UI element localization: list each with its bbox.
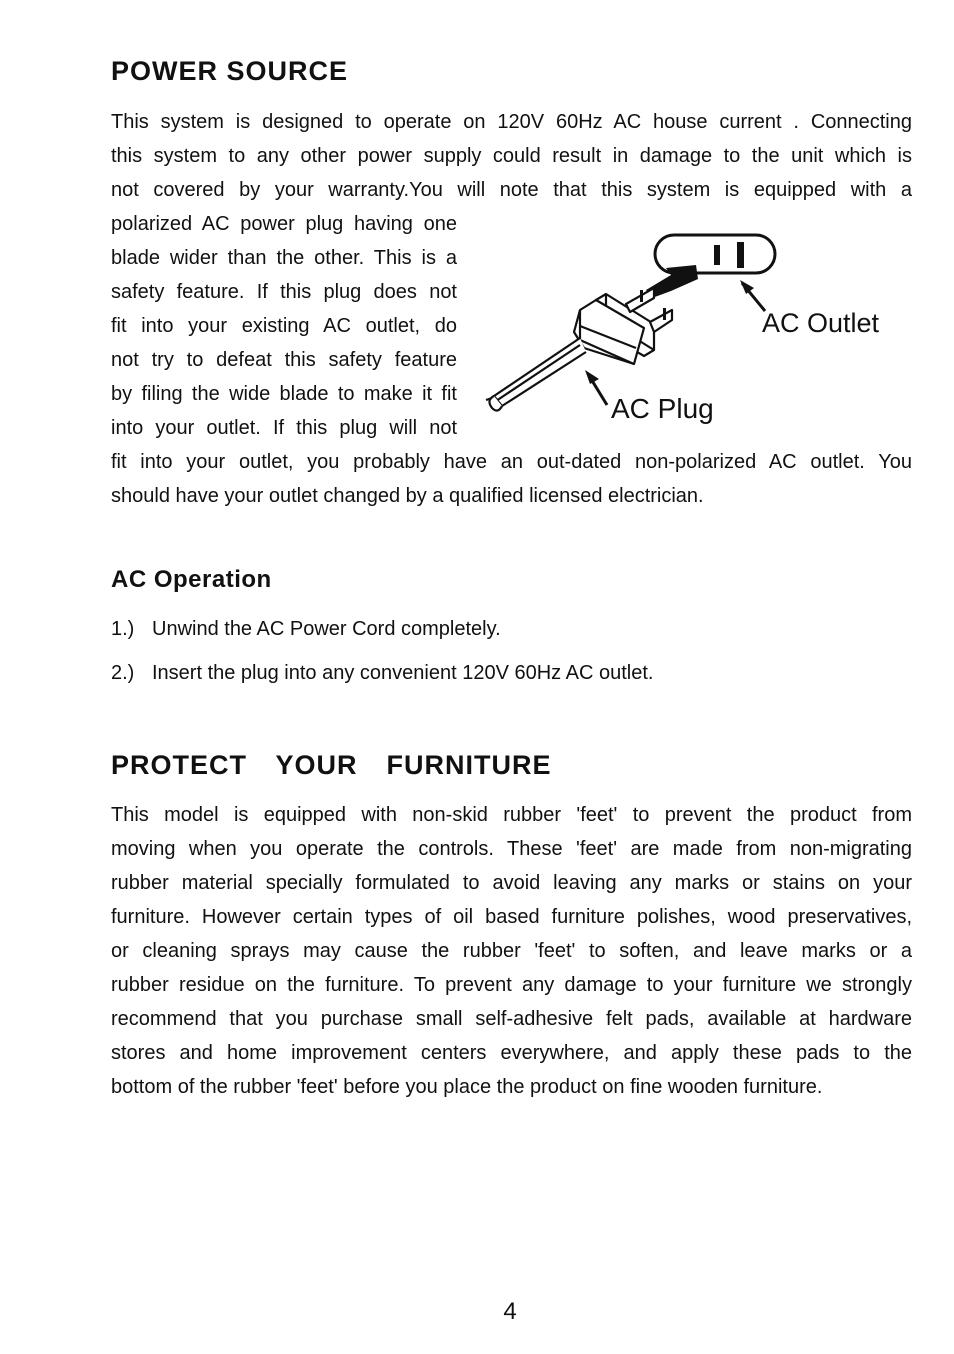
protect-furniture-paragraph	[111, 798, 912, 1104]
ac-plug-outlet-illustration	[484, 228, 904, 428]
ac-operation-steps	[111, 617, 653, 705]
step-text: Unwind the AC Power Cord completely.	[152, 618, 501, 640]
paragraph-line: rubber material specially formulated to avoid leaving any marks or stains on your	[111, 872, 912, 894]
list-item	[111, 661, 653, 705]
paragraph-line: not covered by your warranty.You will note that this system is equipped with a	[111, 179, 912, 201]
paragraph-line: should have your outlet changed by a qualified licensed electrician.	[111, 485, 704, 507]
page-number: 4	[503, 1298, 517, 1325]
paragraph-line: or cleaning sprays may cause the rubber 'feet' to soften, and leave marks or a	[111, 940, 912, 962]
list-item	[111, 617, 653, 661]
paragraph-line: This model is equipped with non-skid rubber 'feet' to prevent the product from	[111, 804, 912, 826]
paragraph-line: safety feature. If this plug does not	[111, 281, 457, 303]
paragraph-line: fit into your outlet, you probably have an out-dated non-polarized AC outlet. You	[111, 451, 912, 473]
ac-outlet-label: AC Outlet	[762, 308, 880, 338]
ac-plug-label: AC Plug	[611, 393, 714, 424]
step-number: 1.)	[111, 618, 135, 640]
paragraph-line: not try to defeat this safety feature	[111, 349, 457, 371]
ac-operation-heading: AC Operation	[111, 566, 272, 593]
paragraph-line: by filing the wide blade to make it fit	[111, 383, 457, 405]
step-number: 2.)	[111, 662, 135, 684]
paragraph-line: stores and home improvement centers everywhere, and apply these pads to the	[111, 1042, 912, 1064]
paragraph-line: furniture. However certain types of oil based furniture polishes, wood preservatives,	[111, 906, 912, 928]
paragraph-line: recommend that you purchase small self-adhesive felt pads, available at hardware	[111, 1008, 912, 1030]
paragraph-line: rubber residue on the furniture. To prevent any damage to your furniture we strongly	[111, 974, 912, 996]
paragraph-line: into your outlet. If this plug will not	[111, 417, 457, 439]
paragraph-line: this system to any other power supply could result in damage to the unit which is	[111, 145, 912, 167]
power-source-heading: POWER SOURCE	[111, 56, 349, 86]
paragraph-line: moving when you operate the controls. These 'feet' are made from non-migrating	[111, 838, 912, 860]
paragraph-line: bottom of the rubber 'feet' before you place the product on fine wooden furniture.	[111, 1076, 823, 1098]
paragraph-line: This system is designed to operate on 120V 60Hz AC house current . Connecting	[111, 111, 912, 133]
paragraph-line: fit into your existing AC outlet, do	[111, 315, 457, 337]
step-text: Insert the plug into any convenient 120V 60Hz AC outlet.	[152, 662, 654, 684]
paragraph-line: polarized AC power plug having one	[111, 213, 457, 235]
outlet-narrow-slot	[714, 245, 720, 265]
outlet-wide-slot	[737, 242, 744, 268]
protect-furniture-heading: PROTECT YOUR FURNITURE	[111, 750, 552, 780]
paragraph-line: blade wider than the other. This is a	[111, 247, 457, 269]
